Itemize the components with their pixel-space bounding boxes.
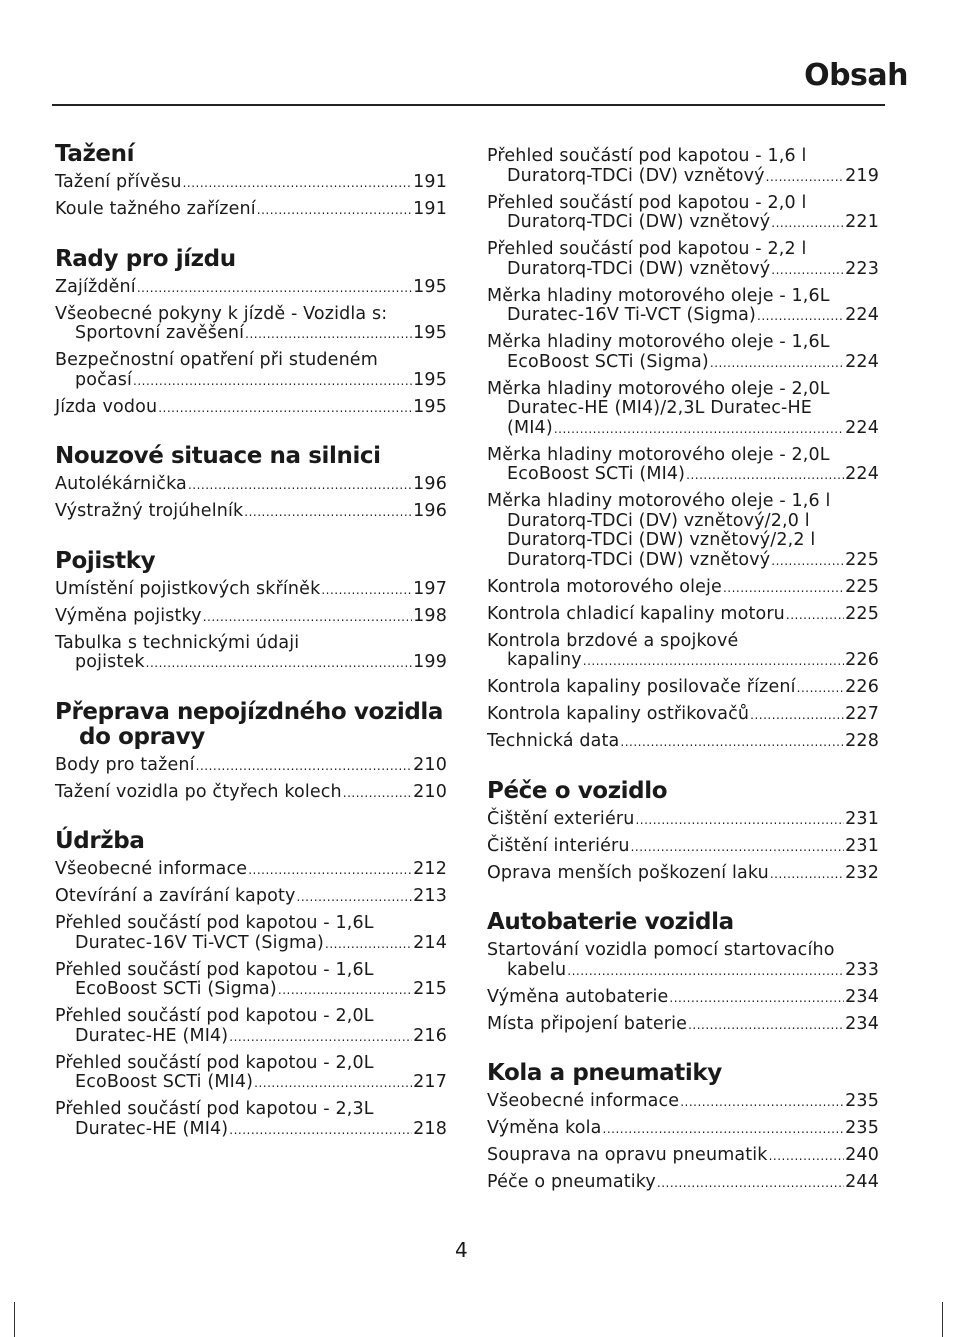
toc-section	[487, 910, 879, 1035]
dot-leader	[771, 552, 844, 572]
toc-entry-text: Přehled součástí pod kapotou - 2,3L	[55, 1099, 374, 1119]
toc-entry-text: Výměna autobaterie	[487, 986, 669, 1007]
page-title: Obsah	[804, 58, 908, 93]
section-heading	[55, 829, 447, 854]
section-heading	[55, 700, 447, 750]
toc-entry[interactable]	[55, 502, 447, 523]
toc-entry-line	[55, 200, 447, 221]
toc-page-number: 191	[413, 172, 447, 192]
toc-entry-text: Měrka hladiny motorového oleje - 2,0L	[487, 444, 830, 465]
section-heading-line: Tažení	[55, 141, 135, 167]
toc-entry[interactable]	[55, 398, 447, 419]
toc-entry-text: Přehled součástí pod kapotou - 2,0 l	[487, 192, 807, 213]
dot-leader	[137, 279, 412, 299]
toc-entry-line	[487, 732, 879, 753]
toc-entry-text: Technická data	[487, 731, 620, 751]
toc-page-number: 233	[845, 959, 879, 980]
toc-entry[interactable]	[487, 333, 879, 373]
toc-entry-text: Tažení vozidla po čtyřech kolech	[55, 781, 342, 802]
toc-entry[interactable]	[55, 607, 447, 628]
toc-entry-text: Kontrola kapaliny ostřikovačů	[487, 704, 750, 724]
toc-entry[interactable]	[55, 783, 447, 804]
dot-leader	[321, 581, 412, 601]
toc-entry-line	[55, 371, 447, 392]
toc-entry-text: Duratorq-TDCi (DW) vznětový	[507, 258, 771, 279]
toc-page-number: 195	[413, 323, 447, 343]
toc-section	[55, 700, 447, 804]
toc-entry-text: Duratorq-TDCi (DV) vznětový	[507, 165, 765, 186]
toc-entry-line	[487, 578, 879, 599]
toc-entry-text: (MI4)	[507, 417, 553, 438]
toc-entry[interactable]	[55, 887, 447, 908]
toc-page-number: 195	[413, 276, 447, 297]
toc-entry-line	[487, 1173, 879, 1194]
toc-entry-text: EcoBoost SCTi (MI4)	[75, 1072, 254, 1092]
toc-entry-text: Kontrola kapaliny posilovače řízení	[487, 677, 796, 697]
toc-entry-text: Body pro tažení	[55, 754, 195, 775]
toc-page-number: 217	[413, 1072, 447, 1092]
toc-entry-text: Péče o pneumatiky	[487, 1172, 656, 1192]
toc-entry-line	[487, 1092, 879, 1113]
toc-entry-text: Souprava na opravu pneumatik	[487, 1145, 768, 1165]
toc-entry-line	[55, 398, 447, 419]
toc-page-number: 199	[413, 652, 447, 672]
toc-entry-text: Otevírání a zavírání kapoty	[55, 886, 296, 906]
toc-entry-text: pojistek	[75, 652, 145, 672]
section-heading-line: Pojistky	[55, 547, 156, 574]
toc-entry-text: Autolékárnička	[55, 474, 187, 494]
toc-page-number: 196	[413, 474, 447, 494]
toc-entry-line	[55, 580, 447, 601]
section-heading-line: Rady pro jízdu	[55, 245, 236, 272]
toc-entry[interactable]	[55, 200, 447, 221]
toc-page-number: 225	[845, 549, 879, 570]
toc-entry-line	[487, 353, 879, 374]
toc-entry-text: Přehled součástí pod kapotou - 2,0L	[55, 1052, 374, 1073]
toc-entry[interactable]	[487, 578, 879, 599]
toc-entry[interactable]	[55, 475, 447, 496]
toc-entry-text: Oprava menších poškození laku	[487, 862, 769, 883]
toc-entry-line	[55, 887, 447, 908]
toc-page-number: 232	[845, 862, 879, 883]
dot-leader	[769, 1147, 845, 1167]
dot-leader	[686, 466, 844, 486]
dot-leader	[203, 608, 412, 628]
dot-leader	[766, 168, 844, 188]
toc-entry-text: Duratec-HE (MI4)	[75, 1025, 229, 1046]
toc-entry[interactable]	[487, 1119, 879, 1140]
toc-entry-text: Měrka hladiny motorového oleje - 1,6L	[487, 332, 830, 352]
toc-entry-line	[55, 653, 447, 674]
toc-entry[interactable]	[487, 810, 879, 831]
toc-right-column	[487, 147, 879, 1200]
toc-entry[interactable]	[487, 240, 879, 280]
section-heading	[55, 444, 447, 469]
title-divider	[52, 104, 885, 106]
dot-leader	[196, 757, 412, 777]
toc-section	[55, 444, 447, 523]
toc-entry-line	[487, 1119, 879, 1140]
toc-entry-line	[55, 502, 447, 523]
toc-page-number: 227	[845, 704, 879, 724]
toc-entry-text: kapaliny	[507, 650, 582, 670]
toc-entry-text: počasí	[75, 369, 133, 390]
dot-leader	[603, 1120, 845, 1140]
toc-entry[interactable]	[487, 147, 879, 187]
toc-entry-line	[487, 465, 879, 486]
toc-section	[487, 147, 879, 753]
toc-page-number: 235	[845, 1091, 879, 1111]
toc-page-number: 224	[845, 464, 879, 484]
dot-leader	[771, 261, 844, 281]
crop-mark	[942, 1302, 943, 1337]
dot-leader	[583, 652, 844, 672]
toc-entry-text: Duratec-HE (MI4)	[75, 1118, 229, 1139]
toc-entry-text: EcoBoost SCTi (MI4)	[507, 464, 686, 484]
toc-entry-line	[55, 278, 447, 299]
toc-entry-text: Bezpečnostní opatření při studeném	[55, 350, 378, 370]
toc-page-number: 197	[413, 578, 447, 599]
toc-entry-text: Místa připojení baterie	[487, 1013, 688, 1034]
toc-entry-line	[487, 837, 879, 858]
section-heading-line: Nouzové situace na silnici	[55, 443, 381, 469]
toc-entry-line	[55, 475, 447, 496]
toc-entry-text: Duratec-16V Ti-VCT (Sigma)	[75, 932, 325, 953]
toc-page-number: 224	[845, 417, 879, 438]
toc-entry-text: Všeobecné informace	[55, 859, 248, 879]
dot-leader	[188, 476, 412, 496]
toc-entry-text: Duratorq-TDCi (DW) vznětový	[507, 212, 771, 232]
dot-leader	[278, 981, 412, 1001]
toc-page-number: 244	[845, 1172, 879, 1192]
toc-entry-line	[487, 864, 879, 885]
toc-entry-line	[55, 324, 447, 345]
toc-entry-text: Přehled součástí pod kapotou - 2,0L	[55, 1006, 374, 1026]
toc-entry[interactable]	[55, 1054, 447, 1094]
toc-entry-text: Přehled součástí pod kapotou - 1,6L	[55, 959, 374, 980]
toc-entry-text: Výměna pojistky	[55, 605, 202, 626]
toc-entry-text: Všeobecné informace	[487, 1091, 680, 1111]
toc-entry[interactable]	[487, 632, 879, 672]
toc-left-column	[55, 142, 447, 1147]
toc-page-number: 195	[413, 396, 447, 417]
dot-leader	[229, 1121, 412, 1141]
toc-page-number: 196	[413, 501, 447, 521]
toc-page-number: 224	[845, 351, 879, 372]
toc-entry[interactable]	[487, 1173, 879, 1194]
toc-page-number: 215	[413, 979, 447, 999]
toc-entry[interactable]	[55, 1100, 447, 1140]
dot-leader	[245, 325, 412, 345]
section-heading-line: Péče o vozidlo	[487, 777, 668, 804]
toc-entry-text: EcoBoost SCTi (Sigma)	[75, 979, 277, 999]
section-heading-line: Autobaterie vozidla	[487, 909, 734, 935]
dot-leader	[343, 784, 412, 804]
dot-leader	[771, 214, 844, 234]
dot-leader	[554, 420, 844, 440]
toc-page-number: 240	[845, 1145, 879, 1165]
toc-page-number: 234	[845, 986, 879, 1007]
toc-page-number: 231	[845, 835, 879, 856]
section-heading	[55, 142, 447, 167]
dot-leader	[631, 838, 845, 858]
toc-page-number: 221	[845, 212, 879, 232]
dot-leader	[133, 372, 412, 392]
dot-leader	[770, 865, 844, 885]
toc-entry-text: Měrka hladiny motorového oleje - 2,0L	[487, 378, 830, 399]
toc-entry-line	[487, 1146, 879, 1167]
toc-entry-line	[55, 783, 447, 804]
toc-entry[interactable]	[487, 605, 879, 626]
toc-entry-text: Sportovní zavěšení	[75, 323, 245, 343]
toc-entry[interactable]	[487, 287, 879, 327]
toc-section	[55, 142, 447, 221]
toc-entry-text: Kontrola brzdové a spojkové	[487, 630, 739, 651]
dot-leader	[158, 399, 412, 419]
toc-entry[interactable]	[487, 380, 879, 440]
toc-entry-text: Měrka hladiny motorového oleje - 1,6L	[487, 285, 830, 306]
toc-entry-line	[487, 213, 879, 234]
toc-entry-text: Kontrola chladicí kapaliny motoru	[487, 603, 785, 624]
toc-entry-line	[487, 605, 879, 626]
toc-page-number: 231	[845, 808, 879, 829]
toc-entry-text: kabelu	[507, 959, 567, 980]
toc-entry[interactable]	[487, 941, 879, 981]
toc-entry-text: Tabulka s technickými údaji	[55, 632, 300, 653]
dot-leader	[254, 1074, 412, 1094]
toc-entry-text: EcoBoost SCTi (Sigma)	[507, 351, 709, 372]
page-number: 4	[455, 1238, 468, 1262]
toc-entry-text: Čištění interiéru	[487, 835, 630, 856]
crop-mark	[14, 1302, 15, 1337]
toc-entry[interactable]	[487, 194, 879, 234]
toc-section	[487, 779, 879, 885]
toc-entry-line	[55, 980, 447, 1001]
toc-entry[interactable]	[487, 492, 879, 571]
toc-page-number: 219	[845, 165, 879, 186]
dot-leader	[710, 354, 844, 374]
toc-entry[interactable]	[55, 173, 447, 194]
dot-leader	[757, 307, 844, 327]
toc-entry-line	[487, 551, 879, 572]
toc-page-number: 224	[845, 305, 879, 325]
dot-leader	[688, 1016, 844, 1036]
toc-entry[interactable]	[487, 864, 879, 885]
toc-entry-text: Kontrola motorového oleje	[487, 576, 722, 597]
toc-entry-text: Duratorq-TDCi (DW) vznětový/2,2 l	[507, 530, 816, 550]
dot-leader	[244, 503, 412, 523]
toc-entry-line	[487, 1015, 879, 1036]
toc-entry[interactable]	[487, 678, 879, 699]
toc-entry[interactable]	[55, 580, 447, 601]
section-heading-line: Údržba	[55, 828, 145, 854]
dot-leader	[750, 706, 844, 726]
toc-entry-text: Přehled součástí pod kapotou - 1,6L	[55, 913, 374, 933]
toc-entry-text: Tažení přívěsu	[55, 172, 182, 192]
toc-entry[interactable]	[55, 305, 447, 345]
dot-leader	[669, 989, 844, 1009]
dot-leader	[229, 1028, 412, 1048]
toc-page-number: 223	[845, 258, 879, 279]
dot-leader	[567, 962, 844, 982]
toc-page-number: 191	[413, 199, 447, 219]
toc-entry-line	[55, 607, 447, 628]
toc-page-number: 214	[413, 932, 447, 953]
toc-entry-text: Všeobecné pokyny k jízdě - Vozidla s:	[55, 303, 388, 324]
toc-entry-line	[487, 419, 879, 440]
dot-leader	[786, 606, 844, 626]
toc-entry-text: Jízda vodou	[55, 396, 158, 417]
dot-leader	[797, 679, 844, 699]
toc-entry-text: Duratorq-TDCi (DW) vznětový	[507, 549, 771, 570]
dot-leader	[620, 733, 844, 753]
dot-leader	[635, 811, 844, 831]
dot-leader	[680, 1093, 844, 1113]
dot-leader	[257, 201, 412, 221]
section-heading	[487, 779, 879, 804]
section-heading-line: Přeprava nepojízdného vozidla	[55, 698, 443, 725]
section-heading	[487, 1061, 879, 1086]
dot-leader	[183, 174, 413, 194]
toc-entry[interactable]	[55, 756, 447, 777]
toc-entry-text: Umístění pojistkových skříněk	[55, 578, 321, 599]
section-heading-line: Kola a pneumatiky	[487, 1060, 722, 1086]
toc-entry-text: Koule tažného zařízení	[55, 199, 256, 219]
toc-entry[interactable]	[55, 1007, 447, 1047]
toc-entry-line	[55, 173, 447, 194]
toc-entry-text: Přehled součástí pod kapotou - 2,2 l	[487, 239, 807, 259]
toc-page-number: 226	[845, 677, 879, 697]
toc-entry[interactable]	[55, 860, 447, 881]
toc-entry-line	[487, 988, 879, 1009]
toc-entry-text: Startování vozidla pomocí startovacího	[487, 940, 835, 960]
toc-entry-text: Výstražný trojúhelník	[55, 501, 244, 521]
toc-entry-text: Duratec-HE (MI4)/2,3L Duratec-HE	[507, 398, 812, 418]
toc-entry[interactable]	[55, 278, 447, 299]
toc-entry-line	[487, 260, 879, 281]
toc-page-number: 212	[413, 859, 447, 879]
toc-entry[interactable]	[487, 1015, 879, 1036]
dot-leader	[325, 935, 412, 955]
toc-page-number: 228	[845, 731, 879, 751]
toc-entry-text: Duratorq-TDCi (DV) vznětový/2,0 l	[507, 510, 810, 531]
toc-entry-text: Měrka hladiny motorového oleje - 1,6 l	[487, 491, 831, 511]
toc-entry[interactable]	[55, 351, 447, 391]
toc-page-number: 216	[413, 1025, 447, 1046]
dot-leader	[248, 861, 412, 881]
toc-entry-text: Výměna kola	[487, 1118, 602, 1138]
toc-entry-text: Přehled součástí pod kapotou - 1,6 l	[487, 146, 807, 166]
toc-page-number: 235	[845, 1118, 879, 1138]
toc-entry[interactable]	[55, 634, 447, 674]
toc-entry[interactable]	[55, 914, 447, 954]
toc-entry-text: Čištění exteriéru	[487, 808, 635, 829]
toc-entry-line	[55, 1073, 447, 1094]
toc-page-number: 210	[413, 781, 447, 802]
toc-entry-line	[55, 1120, 447, 1141]
toc-entry[interactable]	[487, 1146, 879, 1167]
toc-entry-line	[55, 1027, 447, 1048]
toc-page-number: 218	[413, 1118, 447, 1139]
toc-page-number: 225	[845, 603, 879, 624]
dot-leader	[657, 1174, 844, 1194]
toc-entry[interactable]	[487, 837, 879, 858]
toc-page-number: 225	[845, 576, 879, 597]
toc-entry[interactable]	[487, 732, 879, 753]
section-heading-line: do opravy	[79, 723, 205, 750]
toc-entry[interactable]	[55, 961, 447, 1001]
toc-entry[interactable]	[487, 705, 879, 726]
toc-entry-line	[487, 810, 879, 831]
toc-entry-line	[487, 961, 879, 982]
toc-entry-line	[487, 306, 879, 327]
toc-section	[487, 1061, 879, 1194]
dot-leader	[146, 654, 413, 674]
toc-entry-line	[487, 651, 879, 672]
section-heading	[55, 247, 447, 272]
toc-section	[55, 829, 447, 1140]
toc-entry-line	[55, 860, 447, 881]
toc-entry[interactable]	[487, 1092, 879, 1113]
toc-page-number: 210	[413, 754, 447, 775]
toc-page-number: 226	[845, 650, 879, 670]
toc-page-number: 198	[413, 605, 447, 626]
toc-page-number: 234	[845, 1013, 879, 1034]
toc-page-number: 195	[413, 369, 447, 390]
toc-entry-text: Duratec-16V Ti-VCT (Sigma)	[507, 305, 757, 325]
toc-entry-line	[487, 678, 879, 699]
toc-entry-line	[487, 705, 879, 726]
toc-entry-line	[487, 167, 879, 188]
toc-page-number: 213	[413, 886, 447, 906]
toc-entry[interactable]	[487, 988, 879, 1009]
dot-leader	[723, 579, 844, 599]
toc-section	[55, 247, 447, 419]
toc-entry-line	[55, 756, 447, 777]
section-heading	[487, 910, 879, 935]
toc-entry-line	[55, 934, 447, 955]
toc-entry-text: Zajíždění	[55, 276, 136, 297]
section-heading	[55, 549, 447, 574]
dot-leader	[297, 888, 413, 908]
toc-section	[55, 549, 447, 674]
toc-entry[interactable]	[487, 446, 879, 486]
